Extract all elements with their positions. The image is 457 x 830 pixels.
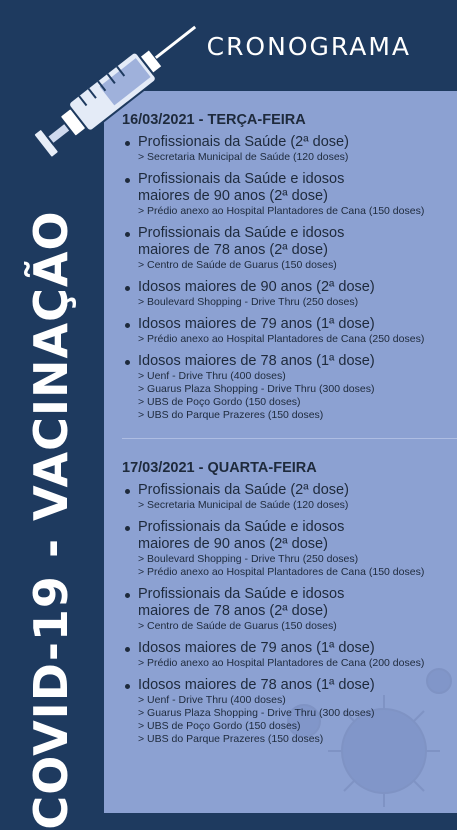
target-group-line: Profissionais da Saúde e idosos xyxy=(138,519,345,535)
target-group xyxy=(138,353,452,370)
location-line: > UBS de Poço Gordo (150 doses) xyxy=(138,720,301,732)
target-group xyxy=(138,225,452,259)
entry-list xyxy=(122,482,452,746)
location-line: > UBS de Poço Gordo (150 doses) xyxy=(138,396,301,408)
day-title: 17/03/2021 - QUARTA-FEIRA xyxy=(122,460,317,476)
target-group-line: Idosos maiores de 78 anos (1ª dose) xyxy=(138,353,375,369)
target-group xyxy=(138,519,452,553)
target-group-line: maiores de 90 anos (2ª dose) xyxy=(138,536,328,552)
location-line: > Uenf - Drive Thru (400 doses) xyxy=(138,694,286,706)
schedule-entry xyxy=(122,279,452,309)
target-group-line: Profissionais da Saúde (2ª dose) xyxy=(138,482,349,498)
location-line: > Prédio anexo ao Hospital Plantadores de Cana (250 doses) xyxy=(138,333,425,345)
location-line: > Centro de Saúde de Guarus (150 doses) xyxy=(138,620,337,632)
location-line: > Boulevard Shopping - Drive Thru (250 doses) xyxy=(138,296,359,308)
schedule-entry xyxy=(122,519,452,579)
target-group-line: Idosos maiores de 79 anos (1ª dose) xyxy=(138,316,375,332)
target-group xyxy=(138,586,452,620)
location-line: > Prédio anexo ao Hospital Plantadores de Cana (150 doses) xyxy=(138,205,425,217)
location-line: > Guarus Plaza Shopping - Drive Thru (300 doses) xyxy=(138,707,375,719)
location-line: > UBS do Parque Prazeres (150 doses) xyxy=(138,409,324,421)
location-line: > Secretaria Municipal de Saúde (120 doses) xyxy=(138,499,349,511)
schedule-entry xyxy=(122,586,452,633)
location-line: > Centro de Saúde de Guarus (150 doses) xyxy=(138,259,337,271)
day-title: 16/03/2021 - TERÇA-FEIRA xyxy=(122,112,306,128)
schedule-entry xyxy=(122,316,452,346)
target-group-line: Idosos maiores de 78 anos (1ª dose) xyxy=(138,677,375,693)
target-group xyxy=(138,482,452,499)
target-group-line: Profissionais da Saúde (2ª dose) xyxy=(138,134,349,150)
location-line: > Prédio anexo ao Hospital Plantadores de Cana (200 doses) xyxy=(138,657,425,669)
location-line: > Uenf - Drive Thru (400 doses) xyxy=(138,370,286,382)
vertical-title: COVID-19 - VACINAÇÃO xyxy=(24,210,78,830)
target-group xyxy=(138,316,452,333)
target-group-line: maiores de 78 anos (2ª dose) xyxy=(138,603,328,619)
schedule-entry xyxy=(122,225,452,272)
target-group-line: Idosos maiores de 79 anos (1ª dose) xyxy=(138,640,375,656)
schedule-entry xyxy=(122,482,452,512)
target-group xyxy=(138,279,452,296)
target-group xyxy=(138,677,452,694)
day-section xyxy=(122,460,452,753)
schedule-entry xyxy=(122,353,452,422)
target-group-line: Profissionais da Saúde e idosos xyxy=(138,225,345,241)
section-divider xyxy=(122,438,457,439)
target-group-line: maiores de 78 anos (2ª dose) xyxy=(138,242,328,258)
location-line: > Secretaria Municipal de Saúde (120 doses) xyxy=(138,151,349,163)
schedule-panel xyxy=(104,91,457,813)
page-title: CRONOGRAMA xyxy=(206,32,411,61)
schedule-entry xyxy=(122,640,452,670)
location-line: > Boulevard Shopping - Drive Thru (250 doses) xyxy=(138,553,359,565)
location-line: > UBS do Parque Prazeres (150 doses) xyxy=(138,733,324,745)
location-line: > Prédio anexo ao Hospital Plantadores de Cana (150 doses) xyxy=(138,566,425,578)
target-group-line: Idosos maiores de 90 anos (2ª dose) xyxy=(138,279,375,295)
target-group-line: Profissionais da Saúde e idosos xyxy=(138,586,345,602)
syringe-icon xyxy=(8,4,208,194)
target-group xyxy=(138,640,452,657)
target-group-line: Profissionais da Saúde e idosos xyxy=(138,171,345,187)
target-group-line: maiores de 90 anos (2ª dose) xyxy=(138,188,328,204)
schedule-entry xyxy=(122,677,452,746)
location-line: > Guarus Plaza Shopping - Drive Thru (300 doses) xyxy=(138,383,375,395)
